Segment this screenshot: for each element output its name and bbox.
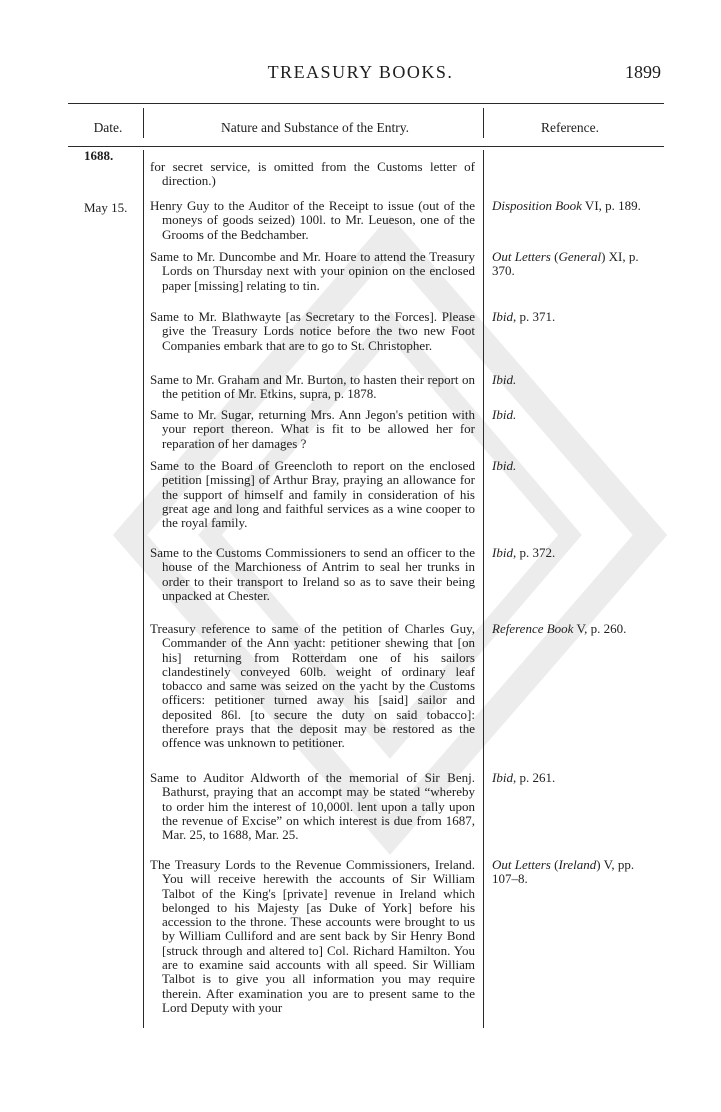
reference-6: [492, 459, 652, 473]
ref-page: V, p. 260.: [573, 621, 627, 636]
ref-paren: (: [550, 857, 559, 872]
entry-text: Henry Guy to the Auditor of the Receipt to issue (out of the moneys of goods seized) 100l. to Mr. Leueson, one of the Grooms of the Bedchamber.: [150, 198, 475, 242]
ref-series: Ireland: [558, 857, 597, 872]
ref-page: ) XI, p. 370.: [492, 249, 639, 279]
ref-book: Ibid: [492, 309, 513, 324]
top-rule: [68, 103, 664, 104]
page-title: TREASURY BOOKS.: [267, 62, 454, 82]
ref-book: Ibid: [492, 545, 513, 560]
ref-paren: (: [550, 249, 559, 264]
ref-book: Out Letters: [492, 857, 551, 872]
ref-book: Out Letters: [492, 249, 551, 264]
date-may-15: May 15.: [84, 200, 128, 215]
entry-text: for secret service, is omitted from the Customs letter of direction.): [150, 159, 475, 189]
ref-book: Reference Book: [492, 621, 574, 636]
entry-7: [150, 546, 475, 603]
entry-text: Same to Mr. Blathwayte [as Secretary to the Forces]. Please give the Treasury Lords notice before the two new Foot Companies embark that are to go to St. Christopher.: [150, 309, 475, 353]
ref-page: VI, p. 189.: [581, 198, 641, 213]
reference-4: [492, 373, 652, 387]
ref-book: Ibid: [492, 770, 513, 785]
ref-series: General: [558, 249, 602, 264]
date-column-rule: [143, 150, 144, 1028]
reference-3: [492, 310, 652, 324]
column-header-date: Date.: [93, 120, 123, 135]
ref-book: Ibid.: [492, 372, 517, 387]
reference-8: [492, 622, 652, 636]
ref-book: Ibid.: [492, 407, 517, 422]
column-header-nature: Nature and Substance of the Entry.: [220, 120, 410, 135]
entry-4: [150, 373, 475, 402]
reference-10: [492, 858, 652, 887]
reference-column-rule: [483, 150, 484, 1028]
date-column-divider: [143, 108, 144, 138]
entry-text: Same to the Board of Greencloth to report on the enclosed petition [missing] of Arthur Bray, praying an allowance for the support of himself and family in consideration of his great age and long and faithful services as a wine cooper to the royal family.: [150, 458, 475, 531]
entry-text: Same to Mr. Sugar, returning Mrs. Ann Jegon's petition with your report thereon. What is fit to be allowed her for reparation of her damages ?: [150, 407, 475, 451]
entry-10: [150, 858, 475, 1015]
reference-2: [492, 250, 652, 279]
entry-0: [150, 160, 475, 189]
entry-1: [150, 199, 475, 242]
reference-7: [492, 546, 652, 560]
entry-6: [150, 459, 475, 530]
ref-page: , p. 372.: [512, 545, 556, 560]
nature-column-divider-top: [483, 108, 484, 138]
header-rule: [68, 146, 664, 147]
running-head: [0, 62, 721, 90]
ref-page: , p. 261.: [512, 770, 556, 785]
column-header-reference: Reference.: [540, 120, 600, 135]
entry-3: [150, 310, 475, 353]
page-number: 1899: [625, 62, 661, 82]
ref-book: Disposition Book: [492, 198, 582, 213]
reference-9: [492, 771, 652, 785]
ref-page: ) V, pp. 107–8.: [492, 857, 635, 887]
entry-8: [150, 622, 475, 751]
entry-text: Same to Mr. Duncombe and Mr. Hoare to attend the Treasury Lords on Thursday next with your opinion on the enclosed paper [missing] relating to tin.: [150, 249, 475, 293]
reference-1: [492, 199, 652, 213]
reference-5: [492, 408, 652, 422]
ref-book: Ibid.: [492, 458, 517, 473]
entry-5: [150, 408, 475, 451]
year-marker: 1688.: [84, 148, 114, 163]
entry-9: [150, 771, 475, 842]
ref-page: , p. 371.: [512, 309, 556, 324]
entry-text: The Treasury Lords to the Revenue Commissioners, Ireland. You will receive herewith the accounts of Sir William Talbot of the King's [private] revenue in Ireland which belonged to his Majesty [as Duke of York] before his accession to the throne. These accounts were brought to us by William Culliford and are sent back by Sir Henry Bond [struck through and altered to] Col. Richard Hamilton. You are to examine said accounts with all speed. Sir William Talbot is to give you all information you may require therein. After examination you are to present same to the Lord Deputy with your: [150, 857, 475, 1015]
entry-text: Same to Auditor Aldworth of the memorial of Sir Benj. Bathurst, praying that an accompt may be stated “whereby to order him the interest of 10,000l. lent upon a tally upon the revenue of Excise” on which interest is due from 1687, Mar. 25, to 1688, Mar. 25.: [150, 770, 475, 843]
entry-text: Same to the Customs Commissioners to send an officer to the house of the Marchioness of Antrim to seal her trunks in order to their transport to Ireland so as to save their being unpacked at Chester.: [150, 545, 475, 603]
entry-text: Same to Mr. Graham and Mr. Burton, to hasten their report on the petition of Mr. Etkins, supra, p. 1878.: [150, 372, 475, 402]
entry-2: [150, 250, 475, 293]
entry-text: Treasury reference to same of the petition of Charles Guy, Commander of the Ann yacht: petitioner shewing that [on his] returning from Rotterdam one of his sailors clandestinely conveyed 60lb. weight of ordinary leaf tobacco and same was seized on the yacht by the Customs officers: petitioner turned away his [said] sailor and deposited 86l. [to secure the duty on said tobacco]: therefore prays that the deposit may be restored as the offence was unknown to petitioner.: [150, 621, 475, 751]
